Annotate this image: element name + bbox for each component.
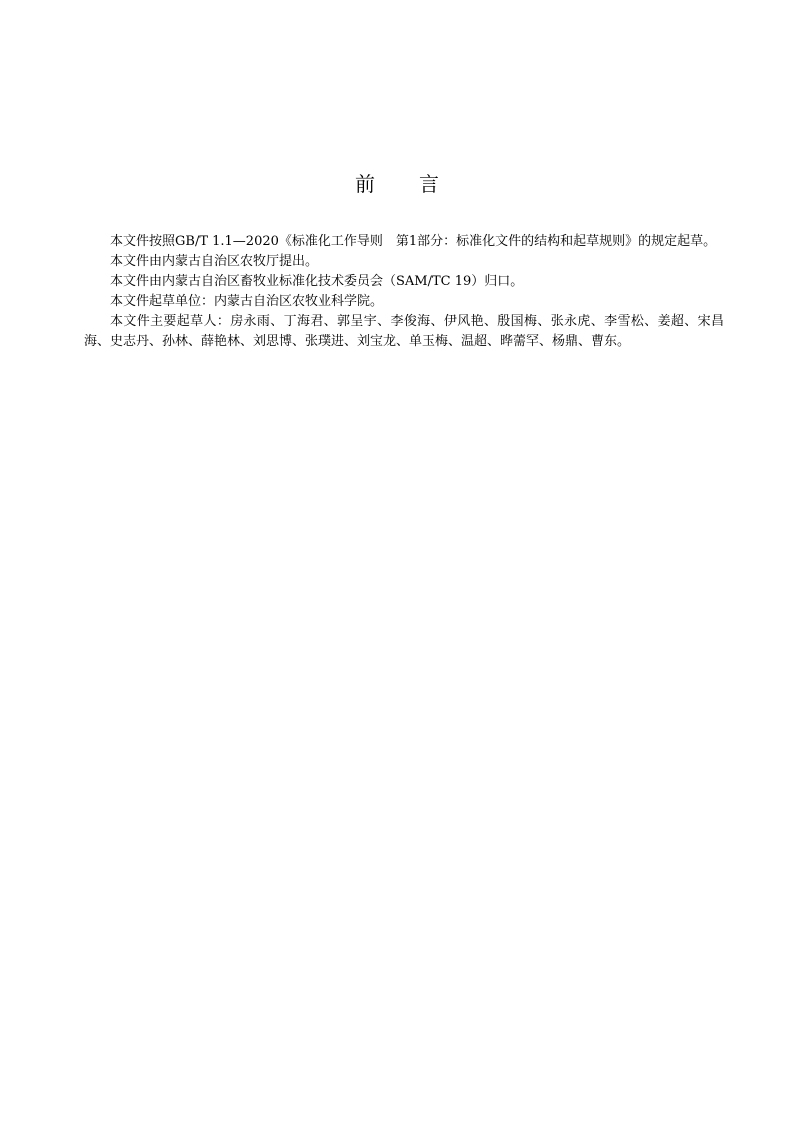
paragraph-centralized-unit: 本文件由内蒙古自治区畜牧业标准化技术委员会（SAM/TC 19）归口。 <box>110 274 524 289</box>
paragraph-drafters: 本文件主要起草人：房永雨、丁海君、郭呈宇、李俊海、伊风艳、殷国梅、张永虎、李雪松、姜超、宋昌海、史志丹、孙林、薛艳林、刘思博、张璞进、刘宝龙、单玉梅、温超、晔薷罕、杨鼎、曹东。 <box>84 314 724 349</box>
paragraph-drafting-rules: 本文件按照GB/T 1.1—2020《标准化工作导则 第1部分：标准化文件的结构和起草规则》的规定起草。 <box>110 234 717 249</box>
page-title <box>0 170 794 198</box>
paragraph-proposer: 本文件由内蒙古自治区农牧厅提出。 <box>110 254 319 269</box>
title-char-1: 前 <box>355 172 375 196</box>
paragraph-drafting-unit: 本文件起草单位：内蒙古自治区农牧业科学院。 <box>110 294 384 309</box>
foreword-body <box>84 232 724 352</box>
title-char-2: 言 <box>419 172 439 196</box>
